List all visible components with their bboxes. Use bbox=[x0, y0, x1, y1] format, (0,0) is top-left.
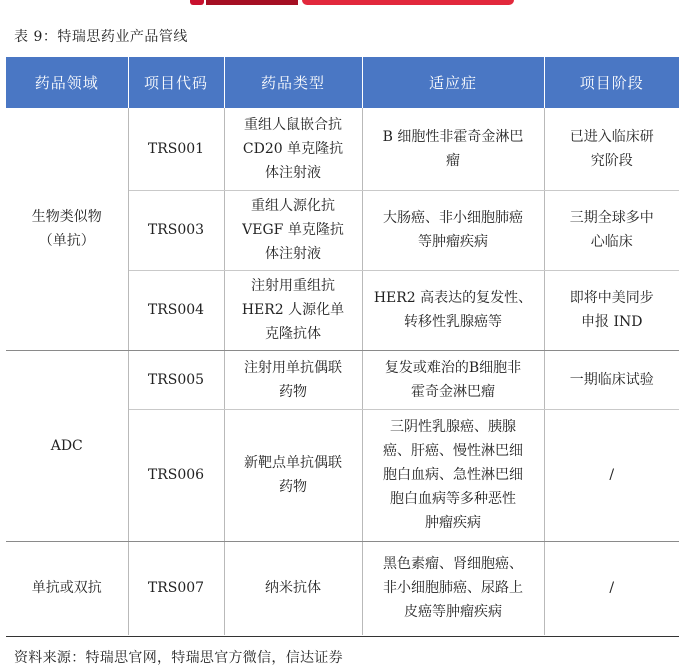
table-row bbox=[6, 350, 679, 409]
code-cell: TRS001 bbox=[128, 108, 224, 190]
code-cell: TRS006 bbox=[128, 409, 224, 541]
pipeline-table bbox=[6, 57, 679, 635]
source-note: 资料来源：特瑞思官网，特瑞思官方微信，信达证券 bbox=[14, 650, 343, 666]
type-cell: 纳米抗体 bbox=[224, 541, 362, 635]
stage-cell: / bbox=[609, 580, 615, 597]
code-cell: TRS003 bbox=[128, 190, 224, 270]
type-cell: 重组人源化抗 VEGF 单克隆抗 体注射液 bbox=[224, 190, 362, 270]
stage-cell: / bbox=[544, 409, 679, 541]
code-cell: TRS004 bbox=[128, 270, 224, 350]
category-cell: 生物类似物 （单抗） bbox=[6, 108, 128, 350]
header-field: 药品领域 bbox=[6, 57, 128, 108]
brand-banner bbox=[302, 0, 514, 5]
table-row bbox=[6, 108, 679, 190]
table-bottom-rule bbox=[6, 636, 679, 637]
category-cell: ADC bbox=[6, 350, 128, 541]
type-cell: 新靶点单抗偶联 药物 bbox=[224, 409, 362, 541]
stage-cell: 即将中美同步 申报 IND bbox=[544, 270, 679, 350]
type-cell: 注射用单抗偶联 药物 bbox=[224, 350, 362, 409]
indication-cell: 三阴性乳腺癌、胰腺 癌、肝癌、慢性淋巴细 胞白血病、急性淋巴细 胞白血病等多种恶性 肿瘤疾病 bbox=[362, 409, 544, 541]
code-cell: TRS007 bbox=[128, 541, 224, 635]
stage-cell: 三期全球多中 心临床 bbox=[544, 190, 679, 270]
stage-cell: 一期临床试验 bbox=[544, 350, 679, 409]
indication-cell: 大肠癌、非小细胞肺癌 等肿瘤疾病 bbox=[362, 190, 544, 270]
category-cell: 单抗或双抗 bbox=[6, 541, 128, 635]
header-indication: 适应症 bbox=[362, 57, 544, 108]
stage-cell: 已进入临床研 究阶段 bbox=[544, 108, 679, 190]
table-row bbox=[6, 541, 679, 635]
header-code: 项目代码 bbox=[128, 57, 224, 108]
brand-name-strip bbox=[206, 0, 298, 5]
table-header-row bbox=[6, 57, 679, 108]
brand-header-strip bbox=[190, 0, 520, 6]
indication-cell: 黑色素瘤、肾细胞癌、 非小细胞肺癌、尿路上 皮癌等肿瘤疾病 bbox=[362, 541, 544, 635]
indication-cell: B 细胞性非霍奇金淋巴 瘤 bbox=[362, 108, 544, 190]
type-cell: 注射用重组抗 HER2 人源化单 克隆抗体 bbox=[224, 270, 362, 350]
table-caption: 表 9：特瑞思药业产品管线 bbox=[14, 29, 188, 45]
brand-logo-icon bbox=[190, 0, 204, 5]
indication-cell: 复发或难治的B细胞非 霍奇金淋巴瘤 bbox=[362, 350, 544, 409]
type-cell: 重组人鼠嵌合抗 CD20 单克隆抗 体注射液 bbox=[224, 108, 362, 190]
header-type: 药品类型 bbox=[224, 57, 362, 108]
code-cell: TRS005 bbox=[128, 350, 224, 409]
indication-cell: HER2 高表达的复发性、 转移性乳腺癌等 bbox=[362, 270, 544, 350]
header-stage: 项目阶段 bbox=[544, 57, 679, 108]
